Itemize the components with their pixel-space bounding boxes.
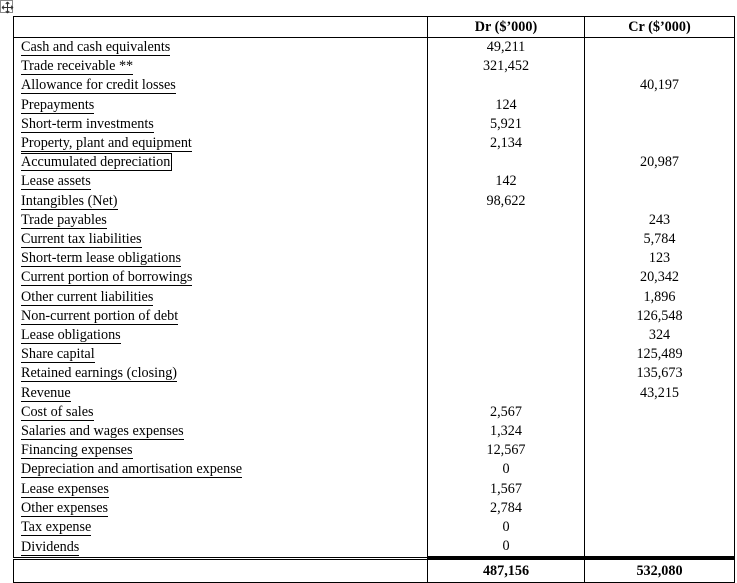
table-row [14,422,735,441]
debit-cell[interactable]: 49,211 [428,38,585,58]
header-label-cell[interactable] [14,17,428,38]
total-debit[interactable]: 487,156 [428,558,585,583]
table-body [14,17,735,583]
table-row [14,384,735,403]
header-row [14,17,735,38]
account-name-cell[interactable] [14,499,428,518]
account-name: Other current liabilities [21,288,154,305]
account-name: Tax expense [21,519,92,536]
account-name-cell[interactable] [14,192,428,211]
account-name-cell[interactable] [14,153,428,172]
table-row [14,115,735,134]
account-name-cell[interactable] [14,518,428,537]
debit-cell[interactable]: 1,567 [428,480,585,499]
credit-cell[interactable]: 43,215 [585,384,735,403]
credit-cell[interactable]: 126,548 [585,307,735,326]
account-name: Financing expenses [21,442,133,459]
account-name-cell[interactable] [14,230,428,249]
account-name: Cost of sales [21,403,94,420]
account-name: Trade payables [21,211,107,228]
account-name: Current tax liabilities [21,231,142,248]
account-name-cell[interactable] [14,288,428,307]
table-row [14,441,735,460]
credit-cell[interactable]: 40,197 [585,76,735,95]
account-name: Retained earnings (closing) [21,365,178,382]
debit-cell[interactable]: 98,622 [428,192,585,211]
account-name: Lease expenses [21,480,109,497]
account-name: Allowance for credit losses [21,77,176,94]
debit-cell[interactable]: 1,324 [428,422,585,441]
account-name: Dividends [21,538,80,555]
account-name-cell[interactable] [14,364,428,383]
credit-cell[interactable] [585,403,735,422]
debit-cell[interactable]: 5,921 [428,115,585,134]
table-row [14,288,735,307]
account-name-cell[interactable] [14,76,428,95]
debit-cell[interactable]: 142 [428,172,585,191]
account-name: Other expenses [21,499,109,516]
debit-cell[interactable] [428,288,585,307]
credit-cell[interactable] [585,96,735,115]
account-name-cell[interactable] [14,268,428,287]
table-row [14,499,735,518]
credit-cell[interactable] [585,480,735,499]
account-name: Current portion of borrowings [21,269,193,286]
table-row [14,96,735,115]
credit-cell[interactable] [585,441,735,460]
account-name: Property, plant and equipment [21,135,192,152]
account-name: Short-term investments [21,115,154,132]
credit-cell[interactable] [585,134,735,153]
debit-cell[interactable] [428,326,585,345]
credit-cell[interactable] [585,537,735,558]
total-credit[interactable]: 532,080 [585,558,735,583]
account-name: Short-term lease obligations [21,250,181,267]
account-name-cell[interactable] [14,57,428,76]
table-row [14,134,735,153]
account-name-cell[interactable] [14,38,428,58]
table-row [14,192,735,211]
debit-cell[interactable]: 0 [428,460,585,479]
account-name-cell[interactable] [14,345,428,364]
credit-cell[interactable]: 135,673 [585,364,735,383]
account-name: Trade receivable ** [21,58,134,75]
account-name-cell[interactable] [14,537,428,558]
table-row [14,249,735,268]
account-name: Intangibles (Net) [21,192,118,209]
table-row [14,76,735,95]
debit-cell[interactable]: 2,784 [428,499,585,518]
table-row [14,345,735,364]
table-row [14,403,735,422]
account-name-cell[interactable] [14,422,428,441]
debit-cell[interactable]: 321,452 [428,57,585,76]
account-name: Lease obligations [21,327,121,344]
credit-cell[interactable] [585,422,735,441]
debit-cell[interactable] [428,76,585,95]
credit-cell[interactable]: 125,489 [585,345,735,364]
account-name-cell[interactable] [14,326,428,345]
debit-cell[interactable] [428,307,585,326]
table-row [14,230,735,249]
account-name-cell[interactable] [14,249,428,268]
credit-cell[interactable] [585,172,735,191]
debit-cell[interactable] [428,345,585,364]
table-row [14,268,735,287]
account-name-cell[interactable] [14,96,428,115]
credit-cell[interactable]: 1,896 [585,288,735,307]
account-name-cell[interactable] [14,307,428,326]
account-name: Cash and cash equivalents [21,39,171,55]
debit-cell[interactable]: 124 [428,96,585,115]
account-name-cell[interactable] [14,115,428,134]
totals-label-cell[interactable] [14,558,428,583]
account-name: Accumulated depreciation [21,154,171,171]
credit-cell[interactable] [585,57,735,76]
debit-cell[interactable] [428,268,585,287]
debit-cell[interactable]: 0 [428,537,585,558]
account-name-cell[interactable] [14,134,428,153]
credit-cell[interactable] [585,499,735,518]
debit-cell[interactable] [428,249,585,268]
table-row [14,326,735,345]
table-row [14,537,735,558]
header-dr[interactable]: Dr ($’000) [428,17,585,38]
account-name-cell[interactable] [14,403,428,422]
table-row [14,364,735,383]
table-row [14,480,735,499]
debit-cell[interactable]: 0 [428,518,585,537]
header-cr[interactable]: Cr ($’000) [585,17,735,38]
credit-cell[interactable]: 324 [585,326,735,345]
debit-cell[interactable] [428,384,585,403]
credit-cell[interactable]: 5,784 [585,230,735,249]
debit-cell[interactable]: 12,567 [428,441,585,460]
account-name: Prepayments [21,96,95,113]
table-row [14,307,735,326]
account-name: Non-current portion of debt [21,307,179,324]
debit-cell[interactable] [428,230,585,249]
credit-cell[interactable]: 243 [585,211,735,230]
credit-cell[interactable] [585,192,735,211]
table-row [14,211,735,230]
account-name: Depreciation and amortisation expense [21,461,243,478]
credit-cell[interactable] [585,115,735,134]
account-name-cell[interactable] [14,441,428,460]
totals-row [14,558,735,583]
credit-cell[interactable]: 20,342 [585,268,735,287]
credit-cell[interactable]: 123 [585,249,735,268]
table-row [14,38,735,58]
account-name: Salaries and wages expenses [21,423,184,440]
trial-balance-table [13,16,735,583]
table-row [14,518,735,537]
credit-cell[interactable] [585,38,735,58]
table-row [14,57,735,76]
credit-cell[interactable]: 20,987 [585,153,735,172]
table-row [14,153,735,172]
table-row [14,460,735,479]
credit-cell[interactable] [585,460,735,479]
move-arrows-icon [1,1,14,14]
account-name: Lease assets [21,173,91,190]
account-name-cell[interactable] [14,211,428,230]
debit-cell[interactable]: 2,134 [428,134,585,153]
account-name-cell[interactable] [14,172,428,191]
account-name-cell[interactable] [14,460,428,479]
account-name: Revenue [21,384,71,401]
debit-cell[interactable] [428,153,585,172]
account-name-cell[interactable] [14,384,428,403]
debit-cell[interactable] [428,211,585,230]
table-move-handle[interactable] [0,0,13,13]
debit-cell[interactable] [428,364,585,383]
account-name-cell[interactable] [14,480,428,499]
account-name: Share capital [21,346,95,363]
credit-cell[interactable] [585,518,735,537]
debit-cell[interactable]: 2,567 [428,403,585,422]
table-row [14,172,735,191]
